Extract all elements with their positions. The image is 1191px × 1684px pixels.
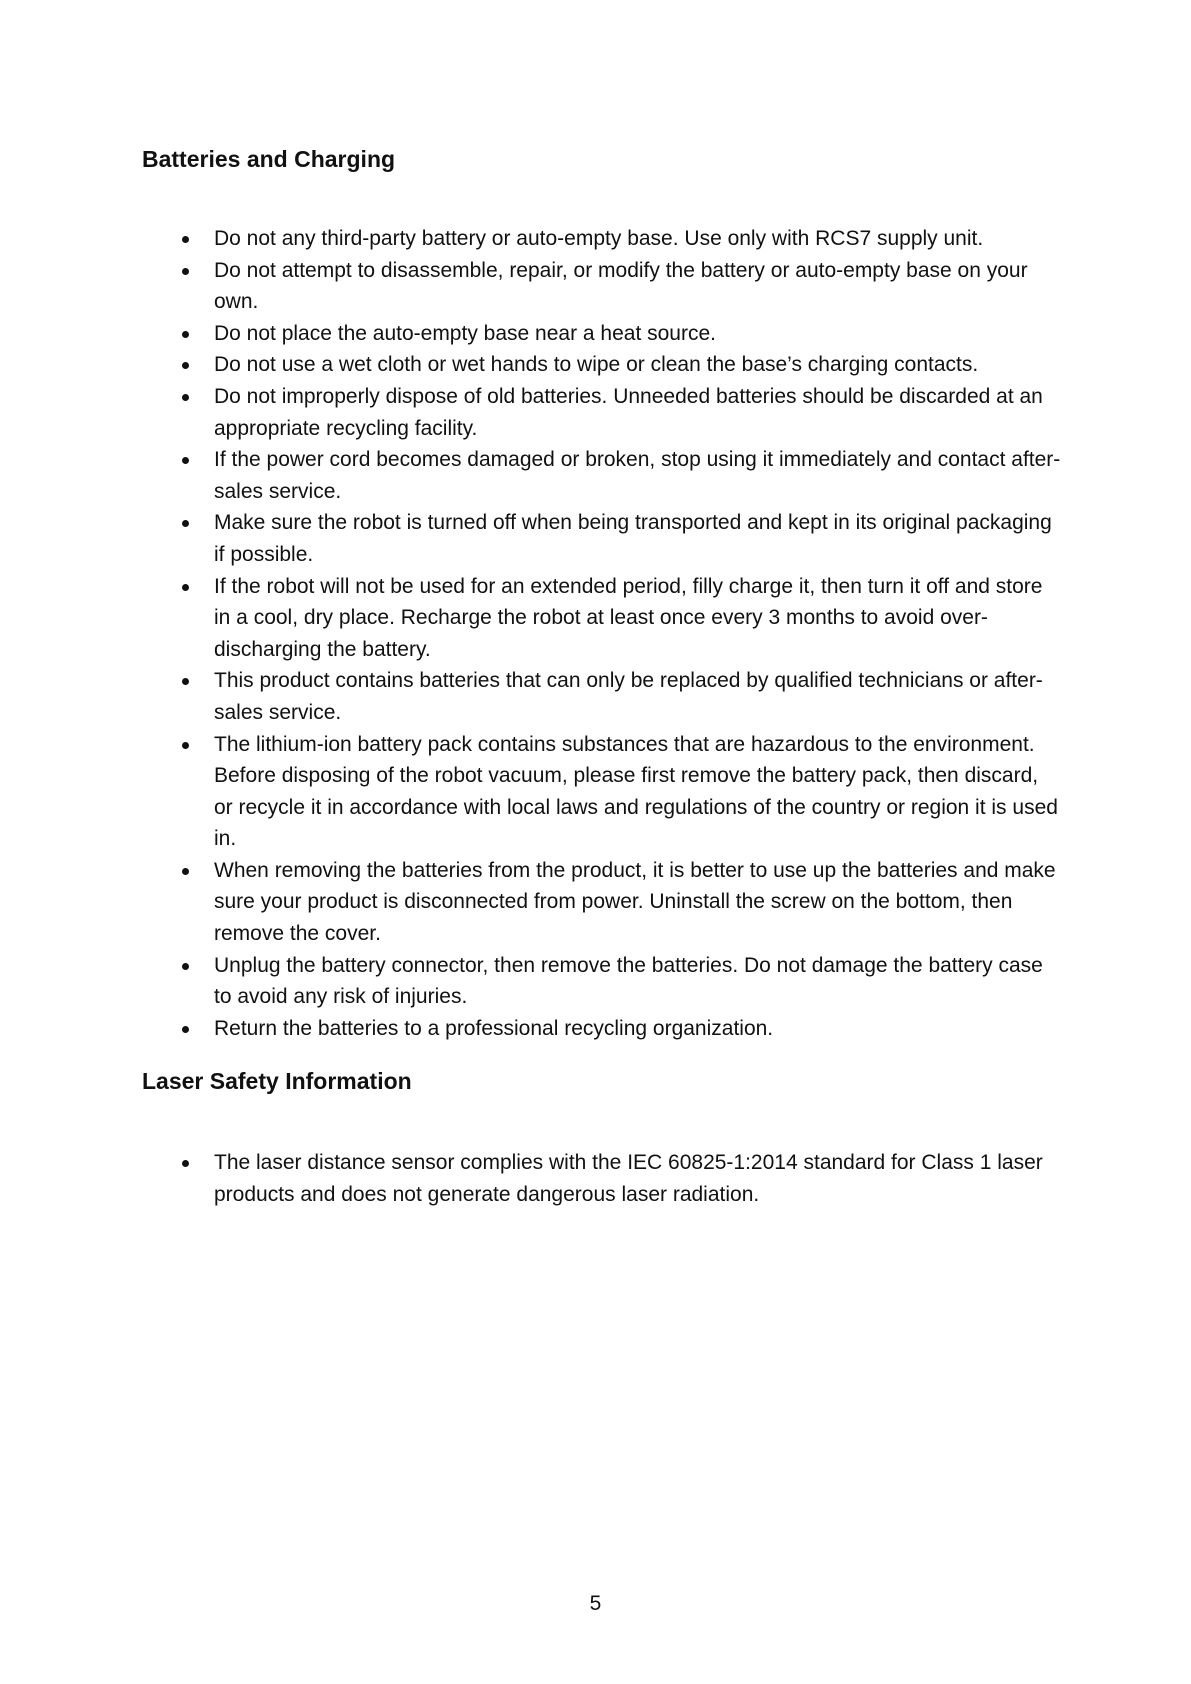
bullet-icon — [182, 742, 189, 749]
section-heading-batteries-and-charging: Batteries and Charging — [142, 146, 396, 172]
list-item-text: When removing the batteries from the product, it is better to use up the batteries and make sure your product is disconnected from power. Uninstall the screw on the bottom, then remove the cover. — [214, 858, 1056, 946]
bullet-icon — [182, 268, 189, 275]
page-number: 5 — [589, 1592, 602, 1615]
list-item-text: If the power cord becomes damaged or broken, stop using it immediately and contact after-sales service. — [214, 448, 1061, 503]
section-heading-laser-safety-information: Laser Safety Information — [142, 1068, 412, 1094]
list-item — [182, 1013, 1062, 1045]
list-item — [182, 950, 1062, 1013]
list-item-text: Return the batteries to a professional recycling organization. — [214, 1016, 774, 1040]
list-item — [182, 507, 1062, 570]
bullet-icon — [182, 1160, 189, 1167]
list-item-text: Do not any third-party battery or auto-empty base. Use only with RCS7 supply unit. — [214, 227, 984, 250]
list-item-text: Do not attempt to disassemble, repair, or modify the battery or auto-empty base on your own. — [214, 258, 1028, 314]
bullet-icon — [182, 457, 189, 464]
list-item — [182, 444, 1062, 507]
list-item — [182, 571, 1062, 666]
list-item — [182, 729, 1062, 855]
bullet-icon — [182, 331, 189, 338]
bullet-icon — [182, 362, 189, 369]
list-item — [182, 381, 1062, 444]
list-item-text: Do not place the auto-empty base near a heat source. — [214, 321, 716, 345]
list-item-text: The lithium-ion battery pack contains substances that are hazardous to the environment. Before disposing of the robot vacuum, please first remove the battery pack, then discard, or recycle it in accordance with local laws and regulations of the country or region it is used in. — [214, 732, 1058, 851]
list-item — [182, 665, 1062, 728]
bullet-icon — [182, 236, 189, 243]
list-item — [182, 223, 1062, 255]
list-item-text: Do not use a wet cloth or wet hands to wipe or clean the base’s charging contacts. — [214, 353, 979, 377]
bullet-icon — [182, 963, 189, 970]
list-item-text: Make sure the robot is turned off when being transported and kept in its original packaging if possible. — [214, 511, 1052, 566]
list-item — [182, 1147, 1062, 1210]
list-item-text: This product contains batteries that can only be replaced by qualified technicians or after-sales service. — [214, 669, 1043, 724]
bullet-icon — [182, 520, 189, 527]
bullet-icon — [182, 1026, 189, 1033]
bullet-list-batteries — [182, 223, 1062, 1044]
list-item-text: Do not improperly dispose of old batteries. Unneeded batteries should be discarded at an appropriate recycling facility. — [214, 384, 1043, 440]
bullet-icon — [182, 678, 189, 685]
list-item — [182, 855, 1062, 950]
list-item-text: If the robot will not be used for an extended period, filly charge it, then turn it off and store in a cool, dry place. Recharge the robot at least once every 3 months to avoid over-discharging the battery. — [214, 574, 1043, 661]
list-item-text: The laser distance sensor complies with the IEC 60825-1:2014 standard for Class 1 laser products and does not generate dangerous laser radiation. — [214, 1151, 1043, 1206]
bullet-icon — [182, 584, 189, 591]
bullet-list-laser — [182, 1147, 1062, 1210]
list-item — [182, 255, 1062, 318]
list-item — [182, 349, 1062, 381]
bullet-icon — [182, 868, 189, 875]
list-item — [182, 318, 1062, 350]
bullet-icon — [182, 394, 189, 401]
list-item-text: Unplug the battery connector, then remove the batteries. Do not damage the battery case to avoid any risk of injuries. — [214, 953, 1043, 1009]
